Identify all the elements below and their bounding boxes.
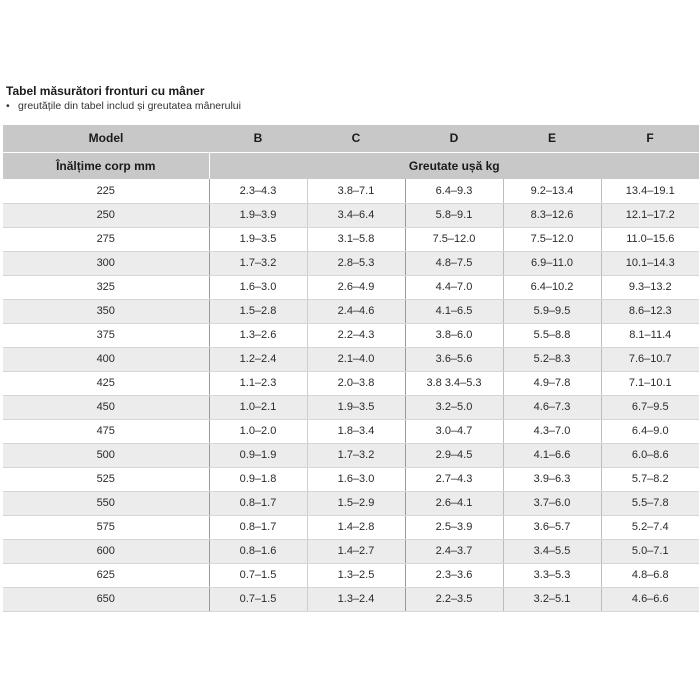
weight-cell-e: 3.7–6.0 [503, 491, 601, 515]
weight-cell-d: 3.2–5.0 [405, 395, 503, 419]
column-header-c: C [307, 125, 405, 152]
table-row [3, 563, 699, 587]
weight-cell-c: 1.9–3.5 [307, 395, 405, 419]
table-row [3, 323, 699, 347]
weight-cell-c: 2.8–5.3 [307, 251, 405, 275]
weight-cell-b: 0.7–1.5 [209, 563, 307, 587]
weight-cell-f: 8.1–11.4 [601, 323, 699, 347]
height-cell: 625 [3, 563, 209, 587]
height-cell: 225 [3, 179, 209, 203]
table-row [3, 347, 699, 371]
weight-cell-b: 1.3–2.6 [209, 323, 307, 347]
weight-cell-d: 3.6–5.6 [405, 347, 503, 371]
weight-cell-d: 2.4–3.7 [405, 539, 503, 563]
weight-cell-f: 6.4–9.0 [601, 419, 699, 443]
weight-cell-f: 4.6–6.6 [601, 587, 699, 611]
height-cell: 275 [3, 227, 209, 251]
weight-cell-d: 3.0–4.7 [405, 419, 503, 443]
weight-cell-f: 13.4–19.1 [601, 179, 699, 203]
weight-cell-f: 7.6–10.7 [601, 347, 699, 371]
table-row [3, 587, 699, 611]
weight-cell-b: 1.9–3.5 [209, 227, 307, 251]
weight-cell-e: 4.6–7.3 [503, 395, 601, 419]
weight-cell-c: 3.4–6.4 [307, 203, 405, 227]
weight-cell-b: 1.9–3.9 [209, 203, 307, 227]
table-note [6, 100, 241, 112]
weight-cell-b: 1.2–2.4 [209, 347, 307, 371]
weight-cell-f: 10.1–14.3 [601, 251, 699, 275]
table-row [3, 443, 699, 467]
weight-cell-c: 3.8–7.1 [307, 179, 405, 203]
weight-cell-f: 5.5–7.8 [601, 491, 699, 515]
weight-cell-e: 6.4–10.2 [503, 275, 601, 299]
height-cell: 325 [3, 275, 209, 299]
table-note-text: greutățile din tabel includ și greutatea mânerului [18, 100, 241, 112]
weight-cell-c: 2.0–3.8 [307, 371, 405, 395]
units-header-row [3, 152, 699, 179]
table-row [3, 419, 699, 443]
column-header-d: D [405, 125, 503, 152]
weight-cell-e: 5.2–8.3 [503, 347, 601, 371]
weight-label: Greutate ușă kg [209, 152, 699, 179]
weight-cell-f: 8.6–12.3 [601, 299, 699, 323]
table-row [3, 179, 699, 203]
weight-cell-c: 1.4–2.8 [307, 515, 405, 539]
weight-cell-d: 3.8–6.0 [405, 323, 503, 347]
weight-cell-e: 5.5–8.8 [503, 323, 601, 347]
table-row [3, 275, 699, 299]
weight-cell-d: 6.4–9.3 [405, 179, 503, 203]
weight-cell-d: 4.8–7.5 [405, 251, 503, 275]
table-row [3, 227, 699, 251]
weight-cell-d: 2.5–3.9 [405, 515, 503, 539]
height-cell: 525 [3, 467, 209, 491]
table-row [3, 251, 699, 275]
height-label: Înălțime corp mm [3, 152, 209, 179]
weight-cell-e: 3.2–5.1 [503, 587, 601, 611]
weight-cell-d: 2.7–4.3 [405, 467, 503, 491]
weight-cell-d: 4.1–6.5 [405, 299, 503, 323]
weight-cell-c: 1.6–3.0 [307, 467, 405, 491]
weight-cell-c: 1.3–2.5 [307, 563, 405, 587]
weight-cell-b: 1.0–2.0 [209, 419, 307, 443]
weight-cell-e: 8.3–12.6 [503, 203, 601, 227]
table-row [3, 539, 699, 563]
measurements-table [3, 125, 699, 612]
weight-cell-e: 3.6–5.7 [503, 515, 601, 539]
weight-cell-d: 7.5–12.0 [405, 227, 503, 251]
weight-cell-b: 0.8–1.7 [209, 491, 307, 515]
table-row [3, 371, 699, 395]
table-row [3, 515, 699, 539]
model-label: Model [3, 125, 209, 152]
height-cell: 400 [3, 347, 209, 371]
weight-cell-d: 4.4–7.0 [405, 275, 503, 299]
weight-cell-e: 4.3–7.0 [503, 419, 601, 443]
height-cell: 300 [3, 251, 209, 275]
weight-cell-b: 1.1–2.3 [209, 371, 307, 395]
weight-cell-b: 1.6–3.0 [209, 275, 307, 299]
weight-cell-c: 1.7–3.2 [307, 443, 405, 467]
weight-cell-b: 0.7–1.5 [209, 587, 307, 611]
height-cell: 450 [3, 395, 209, 419]
weight-cell-e: 9.2–13.4 [503, 179, 601, 203]
weight-cell-c: 1.4–2.7 [307, 539, 405, 563]
weight-cell-e: 3.3–5.3 [503, 563, 601, 587]
weight-cell-c: 3.1–5.8 [307, 227, 405, 251]
weight-cell-c: 2.2–4.3 [307, 323, 405, 347]
height-cell: 500 [3, 443, 209, 467]
weight-cell-e: 6.9–11.0 [503, 251, 601, 275]
weight-cell-d: 2.6–4.1 [405, 491, 503, 515]
weight-cell-e: 7.5–12.0 [503, 227, 601, 251]
weight-cell-b: 0.8–1.7 [209, 515, 307, 539]
column-header-f: F [601, 125, 699, 152]
weight-cell-f: 5.7–8.2 [601, 467, 699, 491]
weight-cell-e: 4.1–6.6 [503, 443, 601, 467]
weight-cell-e: 3.4–5.5 [503, 539, 601, 563]
weight-cell-f: 12.1–17.2 [601, 203, 699, 227]
weight-cell-e: 4.9–7.8 [503, 371, 601, 395]
table-row [3, 299, 699, 323]
height-cell: 350 [3, 299, 209, 323]
weight-cell-c: 2.6–4.9 [307, 275, 405, 299]
weight-cell-b: 0.8–1.6 [209, 539, 307, 563]
table-row [3, 467, 699, 491]
height-cell: 650 [3, 587, 209, 611]
height-cell: 375 [3, 323, 209, 347]
weight-cell-f: 6.0–8.6 [601, 443, 699, 467]
weight-cell-b: 1.7–3.2 [209, 251, 307, 275]
weight-cell-d: 2.9–4.5 [405, 443, 503, 467]
weight-cell-f: 5.0–7.1 [601, 539, 699, 563]
weight-cell-f: 6.7–9.5 [601, 395, 699, 419]
weight-cell-e: 3.9–6.3 [503, 467, 601, 491]
weight-cell-c: 2.1–4.0 [307, 347, 405, 371]
height-cell: 250 [3, 203, 209, 227]
table-row [3, 491, 699, 515]
table-row [3, 395, 699, 419]
column-header-e: E [503, 125, 601, 152]
weight-cell-f: 4.8–6.8 [601, 563, 699, 587]
height-cell: 475 [3, 419, 209, 443]
height-cell: 550 [3, 491, 209, 515]
table-title: Tabel măsurători fronturi cu mâner [6, 84, 205, 98]
weight-cell-d: 2.3–3.6 [405, 563, 503, 587]
model-header-row [3, 125, 699, 152]
height-cell: 425 [3, 371, 209, 395]
weight-cell-b: 0.9–1.8 [209, 467, 307, 491]
height-cell: 575 [3, 515, 209, 539]
weight-cell-b: 1.5–2.8 [209, 299, 307, 323]
weight-cell-c: 1.5–2.9 [307, 491, 405, 515]
weight-cell-c: 1.3–2.4 [307, 587, 405, 611]
weight-cell-d: 2.2–3.5 [405, 587, 503, 611]
height-cell: 600 [3, 539, 209, 563]
weight-cell-f: 11.0–15.6 [601, 227, 699, 251]
table-body [3, 179, 699, 611]
weight-cell-b: 1.0–2.1 [209, 395, 307, 419]
weight-cell-b: 2.3–4.3 [209, 179, 307, 203]
bullet-icon: • [6, 100, 10, 112]
column-header-b: B [209, 125, 307, 152]
weight-cell-e: 5.9–9.5 [503, 299, 601, 323]
weight-cell-c: 1.8–3.4 [307, 419, 405, 443]
weight-cell-d: 3.8 3.4–5.3 [405, 371, 503, 395]
table-row [3, 203, 699, 227]
weight-cell-f: 9.3–13.2 [601, 275, 699, 299]
weight-cell-f: 5.2–7.4 [601, 515, 699, 539]
weight-cell-b: 0.9–1.9 [209, 443, 307, 467]
weight-cell-c: 2.4–4.6 [307, 299, 405, 323]
weight-cell-d: 5.8–9.1 [405, 203, 503, 227]
weight-cell-f: 7.1–10.1 [601, 371, 699, 395]
